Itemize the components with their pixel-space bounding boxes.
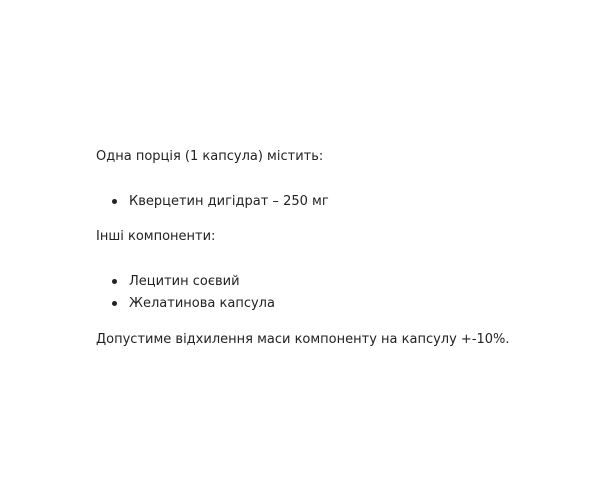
serving-heading: Одна порція (1 капсула) містить: (96, 149, 324, 164)
ingredient-label: Кверцетин дигідрат – 250 мг (129, 194, 329, 209)
other-ingredients-list (96, 271, 576, 315)
product-composition (96, 148, 576, 349)
bullet-icon (112, 301, 117, 306)
list-item (112, 191, 576, 213)
bullet-icon (112, 199, 117, 204)
list-item (112, 293, 576, 315)
list-item (112, 271, 576, 293)
active-ingredients-list (96, 191, 576, 213)
other-components-heading: Інші компоненти: (96, 229, 216, 244)
tolerance-note: Допустиме відхилення маси компоненту на капсулу +-10%. (96, 332, 510, 347)
ingredient-label: Лецитин соєвий (129, 274, 240, 289)
ingredient-label: Желатинова капсула (129, 296, 275, 311)
bullet-icon (112, 279, 117, 284)
